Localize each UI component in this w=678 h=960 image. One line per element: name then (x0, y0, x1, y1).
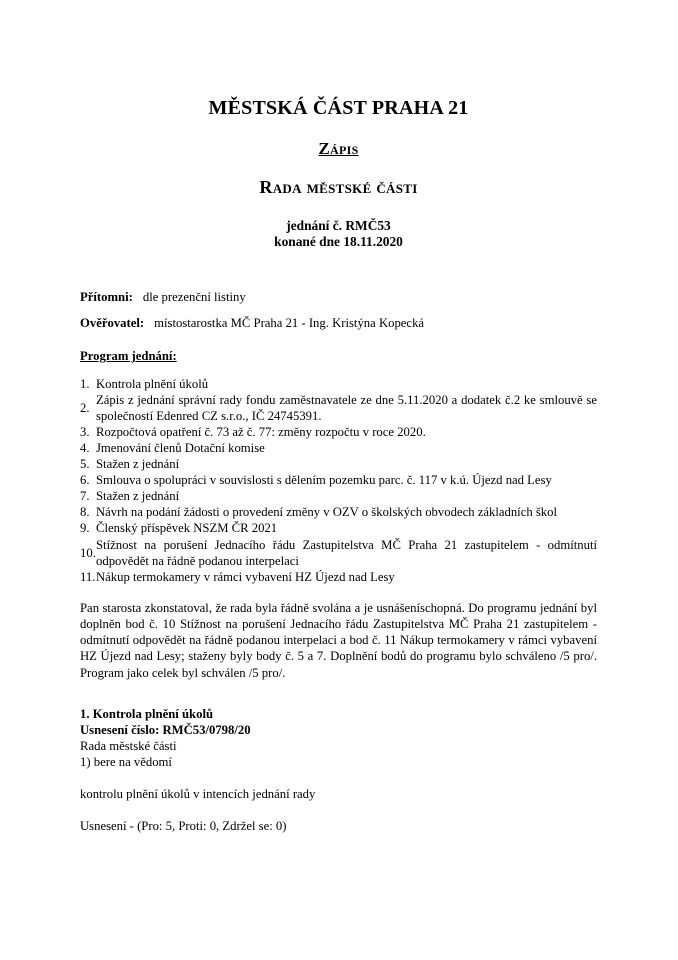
agenda-item-text: Stažen z jednání (96, 489, 180, 504)
agenda-item-text: Nákup termokamery v rámci vybavení HZ Újezd nad Lesy (96, 569, 395, 584)
agenda-item-text: Zápis z jednání správní rady fondu zaměstnavatele ze dne 5.11.2020 a dodatek č.2 ke smlouvě se společností Edenred CZ s.r.o., IČ 24745391. (96, 392, 597, 423)
resolution-heading: 1. Kontrola plnění úkolů (80, 706, 214, 721)
present-label: Přítomni: (80, 290, 133, 304)
agenda-item-number: 9. (80, 521, 90, 536)
agenda-item-text: Návrh na podání žádosti o provedení změny v OZV o školských obvodech základních škol (96, 505, 557, 520)
agenda-item (80, 504, 597, 520)
agenda-item-number: 4. (80, 440, 90, 455)
agenda-item-text: Rozpočtová opatření č. 73 až č. 77: změny rozpočtu v roce 2020. (96, 424, 426, 439)
agenda-item (80, 488, 597, 504)
resolution-block (80, 706, 597, 834)
verifier-row (80, 315, 597, 331)
doc-type-label: Zápis (318, 139, 359, 158)
attendance-block (80, 289, 597, 331)
agenda-item (80, 537, 597, 569)
agenda-item (80, 520, 597, 536)
agenda-item (80, 569, 597, 585)
agenda-item-text: Stížnost na porušení Jednacího řádu Zastupitelstva MČ Praha 21 zastupitelem - odmítnutí odpovědět na řádně podanou interpelaci (96, 537, 597, 568)
agenda-item-text: Stažen z jednání (96, 457, 180, 472)
agenda-item-number: 6. (80, 473, 90, 488)
agenda-item (80, 424, 597, 440)
agenda-item-number: 5. (80, 457, 90, 472)
agenda-item (80, 456, 597, 472)
agenda-item-number: 8. (80, 505, 90, 520)
verifier-value: místostarostka MČ Praha 21 - Ing. Kristýna Kopecká (154, 316, 425, 331)
page-title: MĚSTSKÁ ČÁST PRAHA 21 (208, 97, 469, 119)
present-value: dle prezenční listiny (142, 290, 246, 304)
agenda-item (80, 440, 597, 456)
present-row (80, 289, 597, 305)
agenda-item-number: 10. (80, 545, 96, 560)
agenda-item-text: Členský příspěvek NSZM ČR 2021 (96, 521, 278, 536)
resolution-body-line: Rada městské části (80, 738, 177, 753)
agenda-list (80, 376, 597, 585)
agenda-item-text: Jmenování členů Dotační komise (96, 440, 265, 455)
agenda-item-number: 3. (80, 424, 90, 439)
agenda-item-text: Smlouva o spolupráci v souvislosti s dělením pozemku parc. č. 117 v k.ú. Újezd nad Lesy (96, 473, 552, 488)
session-date-line: konané dne 18.11.2020 (274, 234, 403, 249)
agenda-heading: Program jednání: (80, 349, 177, 364)
opening-paragraph: Pan starosta zkonstatoval, že rada byla řádně svolána a je usnášeníschopná. Do programu jednání byl doplněn bod č. 10 Stížnost na porušení Jednacího řádu Zastupitelstva MČ Praha 21 zastupitelem - odmítnutí odpovědět na řádně podanou interpelaci a bod č. 11 Nákup termokamery v rámci vybavení HZ Újezd nad Lesy; staženy byly body č. 5 a 7. Doplnění bodů do programu bylo schváleno /5 pro/. Program jako celek byl schválen /5 pro/. (80, 600, 597, 680)
agenda-item-number: 2. (80, 400, 90, 415)
agenda-item (80, 472, 597, 488)
agenda-item-number: 7. (80, 489, 90, 504)
session-number-line: jednání č. RMČ53 (286, 218, 391, 233)
resolution-detail: kontrolu plnění úkolů v intencích jednání rady (80, 786, 316, 801)
doc-type-heading (80, 139, 597, 159)
council-heading: Rada městské části (259, 177, 418, 197)
resolution-number: Usnesení číslo: RMČ53/0798/20 (80, 722, 251, 737)
agenda-item (80, 392, 597, 424)
resolution-vote: Usnesení - (Pro: 5, Proti: 0, Zdržel se: 0) (80, 818, 287, 833)
verifier-label: Ověřovatel: (80, 316, 145, 331)
resolution-body-line: 1) bere na vědomí (80, 754, 172, 769)
agenda-item-text: Kontrola plnění úkolů (96, 376, 209, 391)
agenda-item (80, 376, 597, 392)
agenda-item-number: 1. (80, 376, 90, 391)
agenda-item-number: 11. (80, 569, 96, 584)
